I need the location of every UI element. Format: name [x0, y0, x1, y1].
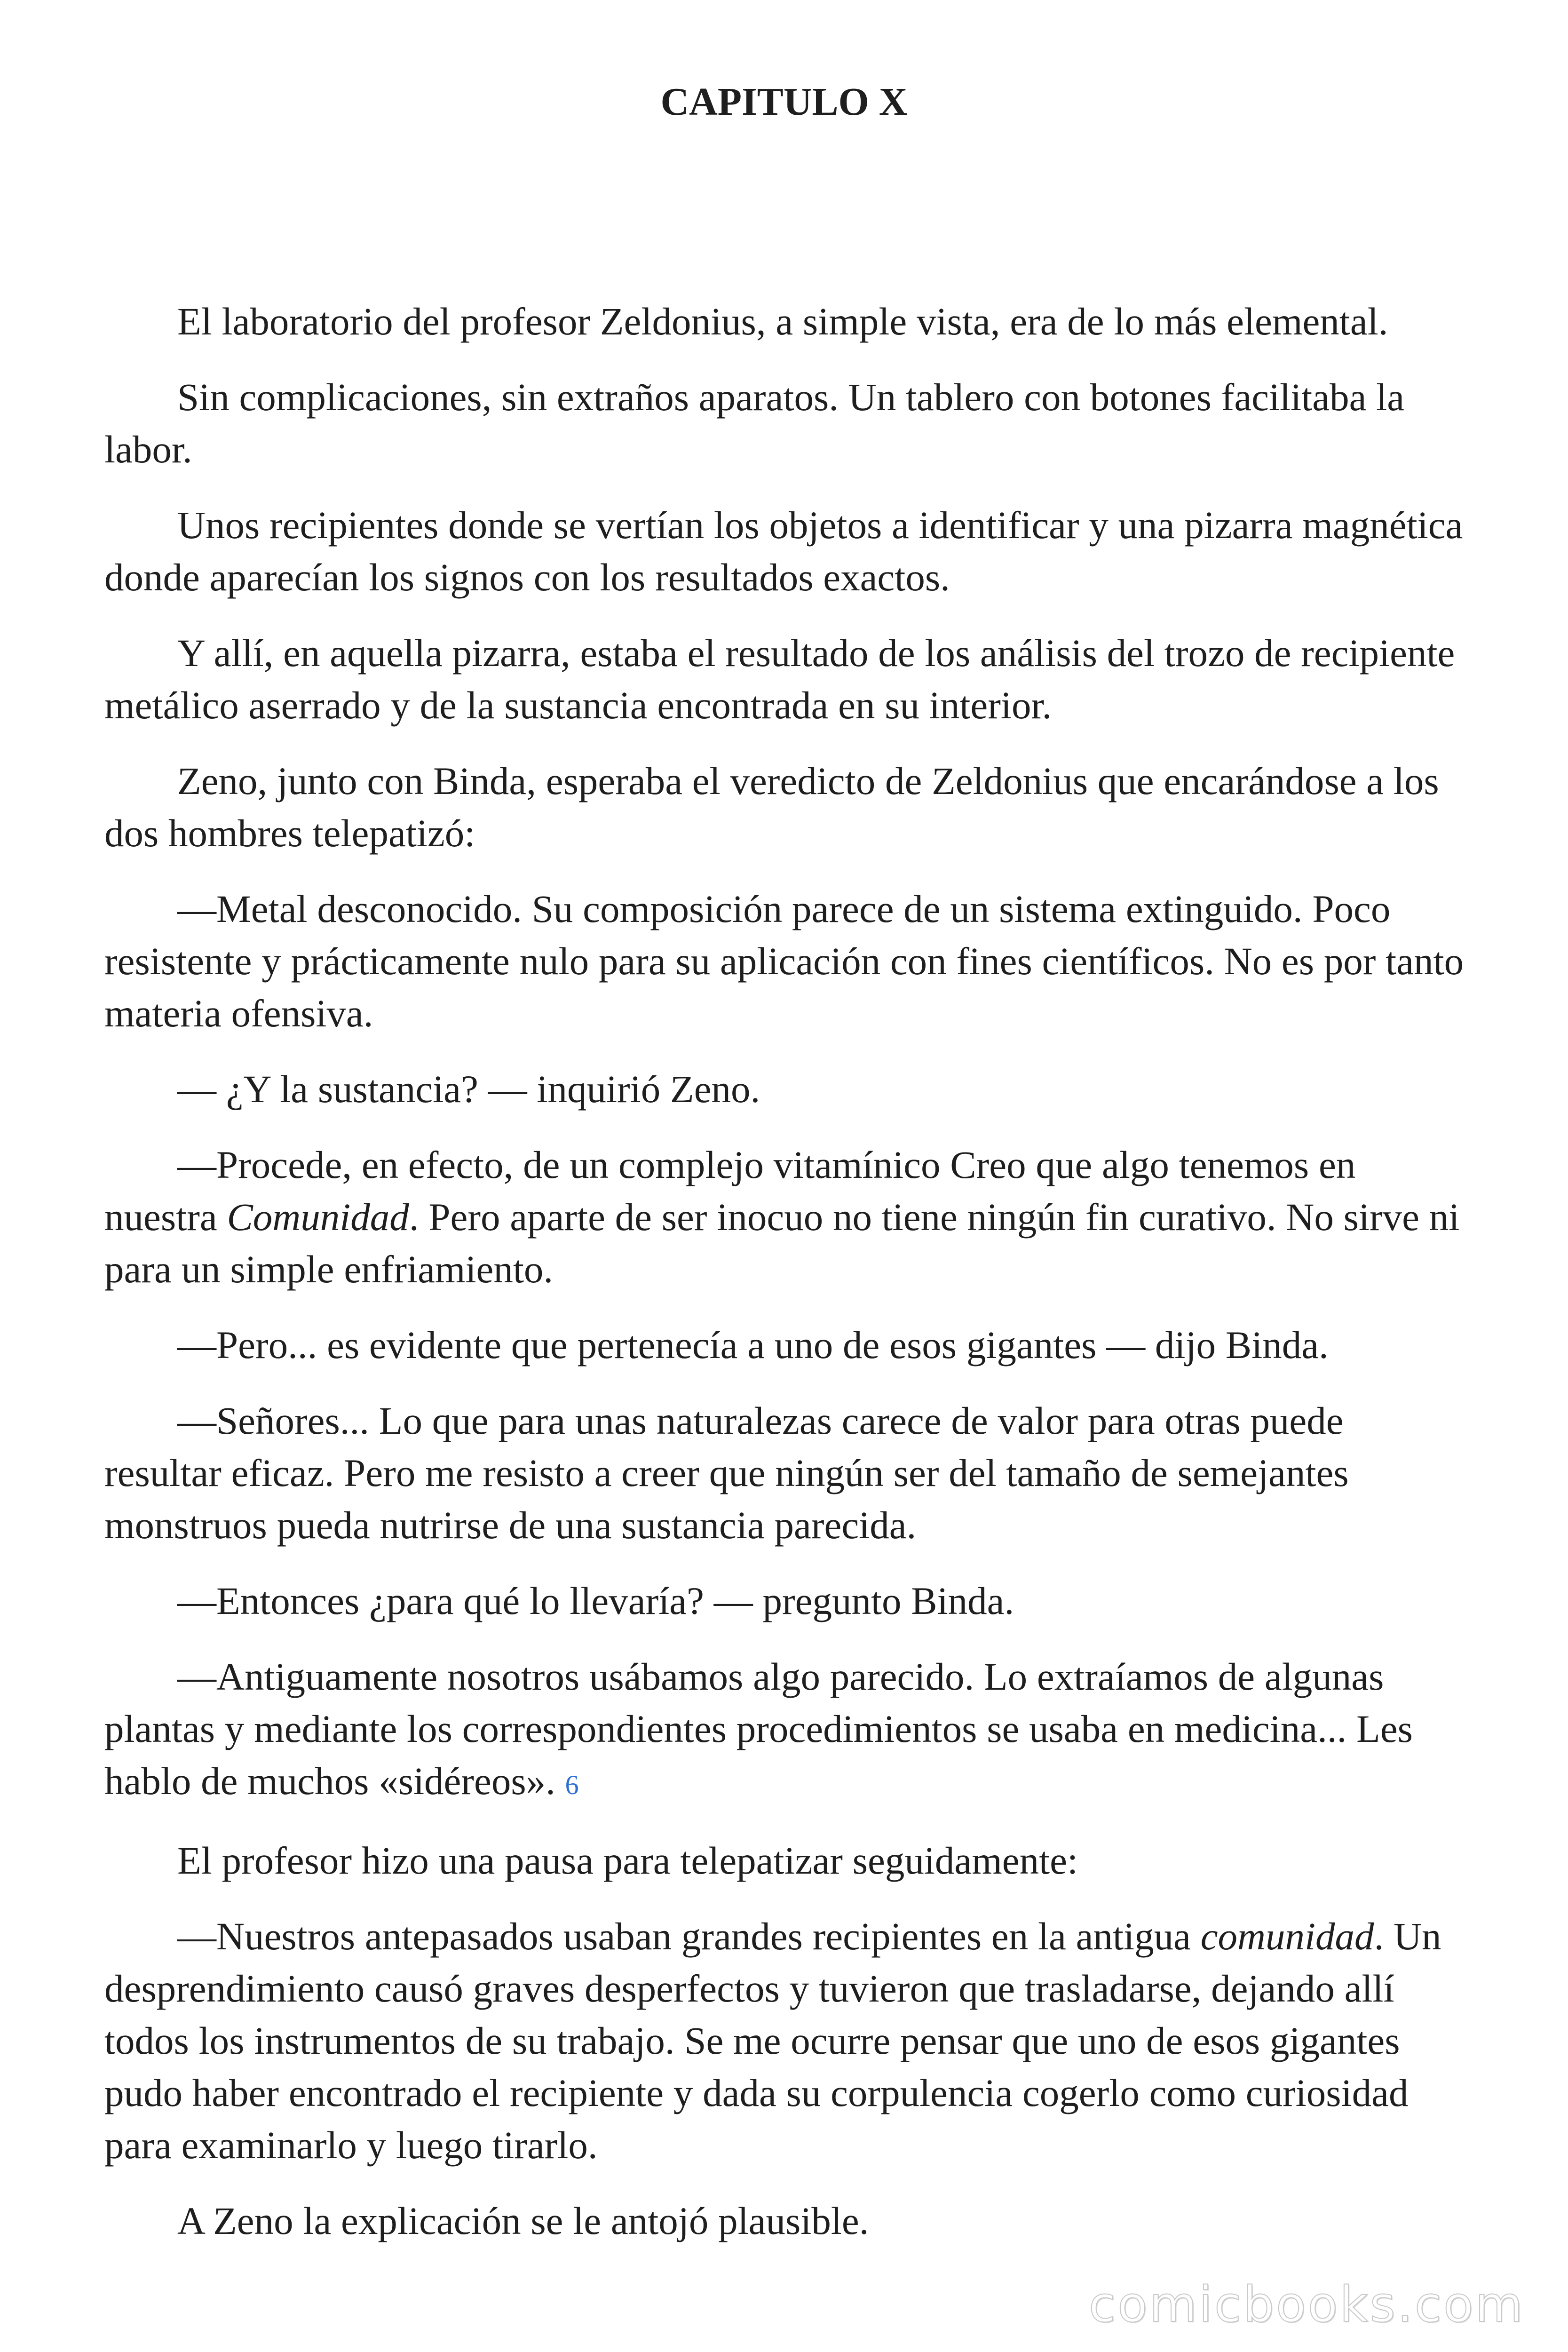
- paragraph-14-italic-term: comunidad: [1200, 1915, 1374, 1958]
- paragraph-11: —Entonces ¿para qué lo llevaría? — pregunto Binda.: [177, 1579, 1014, 1622]
- paragraph-8-text-end: . Pero aparte de ser inocuo no tiene ningún fin curativo. No sirve ni para un simple enfriamiento.: [104, 1195, 1460, 1291]
- paragraph-14: [104, 1910, 1468, 2171]
- chapter-title: CAPITULO X: [660, 80, 908, 124]
- paragraph-12-text: —Antiguamente nosotros usábamos algo parecido. Lo extraíamos de algunas plantas y mediante los correspondientes procedimientos se usaba en medicina... Les hablo de muchos «sidéreos».: [104, 1655, 1413, 1803]
- paragraph-9: —Pero... es evidente que pertenecía a uno de esos gigantes — dijo Binda.: [177, 1323, 1329, 1367]
- paragraph-8-text-start: —Procede, en efecto, de un complejo vitamínico Creo que algo tenemos en nuestra: [104, 1143, 1356, 1239]
- paragraph-15: A Zeno la explicación se le antojó plausible.: [177, 2199, 869, 2242]
- paragraph-8: [104, 1139, 1468, 1295]
- footnote-link[interactable]: 6: [565, 1770, 579, 1800]
- paragraph-13: El profesor hizo una pausa para telepatizar seguidamente:: [177, 1839, 1078, 1882]
- paragraph-3: Unos recipientes donde se vertían los objetos a identificar y una pizarra magnética donde aparecían los signos con los resultados exactos.: [104, 503, 1463, 599]
- paragraph-14-text-end: . Un desprendimiento causó graves desperfectos y tuvieron que trasladarse, dejando allí todos los instrumentos de su trabajo. Se me ocurre pensar que uno de esos gigantes pudo haber encontrado el recipiente y dada su corpulencia cogerlo como curiosidad para examinarlo y luego tirarlo.: [104, 1915, 1441, 2167]
- paragraph-4: Y allí, en aquella pizarra, estaba el resultado de los análisis del trozo de recipiente metálico aserrado y de la sustancia encontrada en su interior.: [104, 631, 1455, 727]
- chapter-body: [104, 295, 1468, 2247]
- paragraph-2: Sin complicaciones, sin extraños aparatos. Un tablero con botones facilitaba la labor.: [104, 375, 1405, 471]
- watermark: comicbooks.com: [1088, 2276, 1525, 2333]
- paragraph-8-italic-term: Comunidad: [227, 1195, 409, 1239]
- paragraph-7: — ¿Y la sustancia? — inquirió Zeno.: [177, 1067, 760, 1111]
- paragraph-6: —Metal desconocido. Su composición parece de un sistema extinguido. Poco resistente y prácticamente nulo para su aplicación con fines científicos. No es por tanto materia ofensiva.: [104, 887, 1464, 1035]
- paragraph-14-text-start: —Nuestros antepasados usaban grandes recipientes en la antigua: [177, 1915, 1201, 1958]
- paragraph-12: [104, 1651, 1468, 1811]
- paragraph-5: Zeno, junto con Binda, esperaba el veredicto de Zeldonius que encarándose a los dos hombres telepatizó:: [104, 759, 1439, 855]
- paragraph-10: —Señores... Lo que para unas naturalezas carece de valor para otras puede resultar eficaz. Pero me resisto a creer que ningún ser del tamaño de semejantes monstruos pueda nutrirse de una sustancia parecida.: [104, 1399, 1349, 1547]
- paragraph-1: El laboratorio del profesor Zeldonius, a simple vista, era de lo más elemental.: [177, 300, 1388, 343]
